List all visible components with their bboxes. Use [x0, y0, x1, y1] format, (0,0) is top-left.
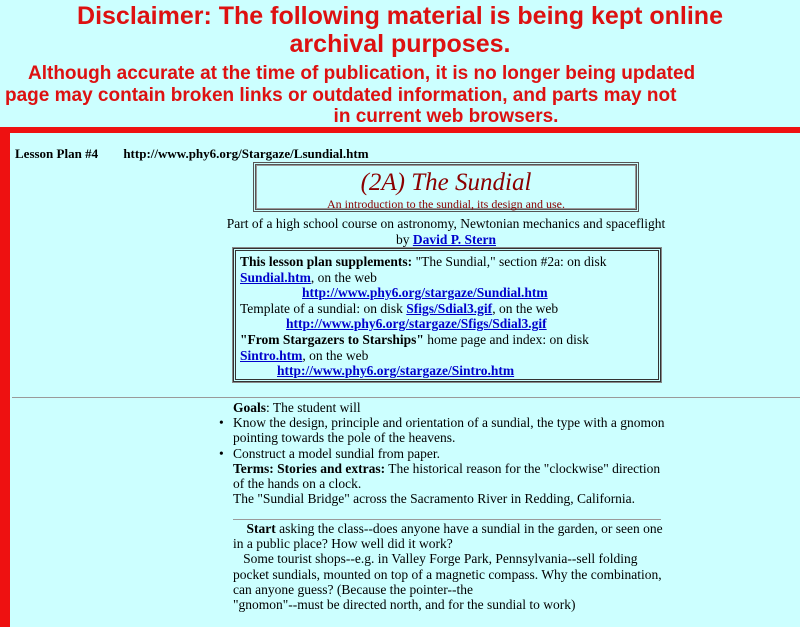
sintro-web-link[interactable]: http://www.phy6.org/stargaze/Sintro.htm: [277, 363, 515, 379]
list-item: • Know the design, principle and orientation of a sundial, the type with a gnomon pointing towards the pole of the heavens.: [233, 415, 673, 445]
template-disk-link[interactable]: Sfigs/Sdial3.gif: [406, 300, 493, 316]
template-web-link[interactable]: http://www.phy6.org/stargaze/Sfigs/Sdial3.gif: [286, 316, 547, 332]
supplement-entry: [240, 348, 654, 364]
title-box: [253, 162, 639, 212]
disclaimer-line: Disclaimer: The following material is being kept online: [77, 2, 723, 30]
archive-disclaimer: [0, 0, 800, 128]
supplements-box: [233, 248, 661, 382]
goals-heading: [233, 400, 673, 415]
terms-label: Terms: Stories and extras:: [233, 460, 386, 476]
stargazers-heading: "From Stargazers to Starships": [240, 331, 424, 347]
supplement-entry: [240, 332, 654, 348]
paragraph: "gnomon"--must be directed north, and for the sundial to work): [233, 597, 576, 613]
goals-label: Goals: [233, 400, 267, 415]
disclaimer-line: Although accurate at the time of publication, it is no longer being updated: [28, 63, 696, 84]
start-label: Start: [246, 521, 276, 536]
supplement-text: "The Sundial," section #2a: on disk: [412, 254, 607, 269]
bridge-line: The "Sundial Bridge" across the Sacramento River in Redding, California.: [233, 491, 636, 507]
terms-text: The historical reason for the "clockwise" direction of the hands on a clock.: [233, 460, 661, 492]
sintro-disk-link[interactable]: Sintro.htm: [240, 347, 303, 363]
supplement-text: , on the web: [492, 300, 559, 316]
start-text: asking the class--does anyone have a sundial in the garden, or seen one in a public place? How well did it work?: [233, 521, 663, 552]
supplement-url-row: [240, 363, 654, 379]
supplement-entry: [240, 254, 654, 285]
divider: [233, 519, 661, 520]
supplement-entry: [240, 301, 654, 317]
disclaimer-line: page may contain broken links or outdated information, and parts may not: [5, 85, 677, 106]
lesson-plan-label: Lesson Plan #4: [15, 146, 99, 161]
supplement-text: , on the web: [302, 347, 369, 363]
divider: [12, 397, 800, 398]
start-paragraph: [233, 521, 673, 551]
by-label: by: [395, 232, 410, 247]
page-title: (2A) The Sundial: [360, 169, 532, 196]
lesson-header: [15, 146, 369, 162]
goals-intro: : The student will: [266, 400, 361, 415]
disclaimer-line: archival purposes.: [289, 30, 511, 58]
author-link[interactable]: David P. Stern: [412, 232, 496, 247]
sundial-disk-link[interactable]: Sundial.htm: [240, 269, 311, 285]
course-description: Part of a high school course on astronomy, Newtonian mechanics and spaceflight: [226, 216, 666, 231]
paragraph: [233, 551, 673, 597]
lesson-url: http://www.phy6.org/Stargaze/Lsundial.htm: [123, 146, 369, 161]
supplements-heading: This lesson plan supplements:: [240, 254, 413, 269]
start-section: [233, 521, 673, 612]
supplement-url-row: [240, 285, 654, 301]
goals-section: [233, 400, 673, 506]
paragraph-text: Some tourist shops--e.g. in Valley Forge Park, Pennsylvania--sell folding pocket sundials, mounted on top of a magnetic compass. Why the combination, can anyone guess? (Because the pointer--the: [233, 551, 662, 597]
supplement-text: home page and index: on disk: [423, 331, 589, 347]
page-subtitle: An introduction to the sundial, its design and use.: [327, 197, 565, 211]
terms-line: [233, 461, 673, 491]
sundial-web-link[interactable]: http://www.phy6.org/stargaze/Sundial.htm: [302, 285, 548, 301]
supplement-url-row: [240, 316, 654, 332]
disclaimer-line: in current web browsers.: [333, 106, 559, 127]
author-line: [0, 232, 800, 248]
supplement-text: Template of a sundial: on disk: [240, 300, 407, 316]
supplement-text: , on the web: [310, 269, 377, 285]
list-item: • Construct a model sundial from paper.: [233, 446, 673, 461]
goals-list: [233, 415, 673, 461]
